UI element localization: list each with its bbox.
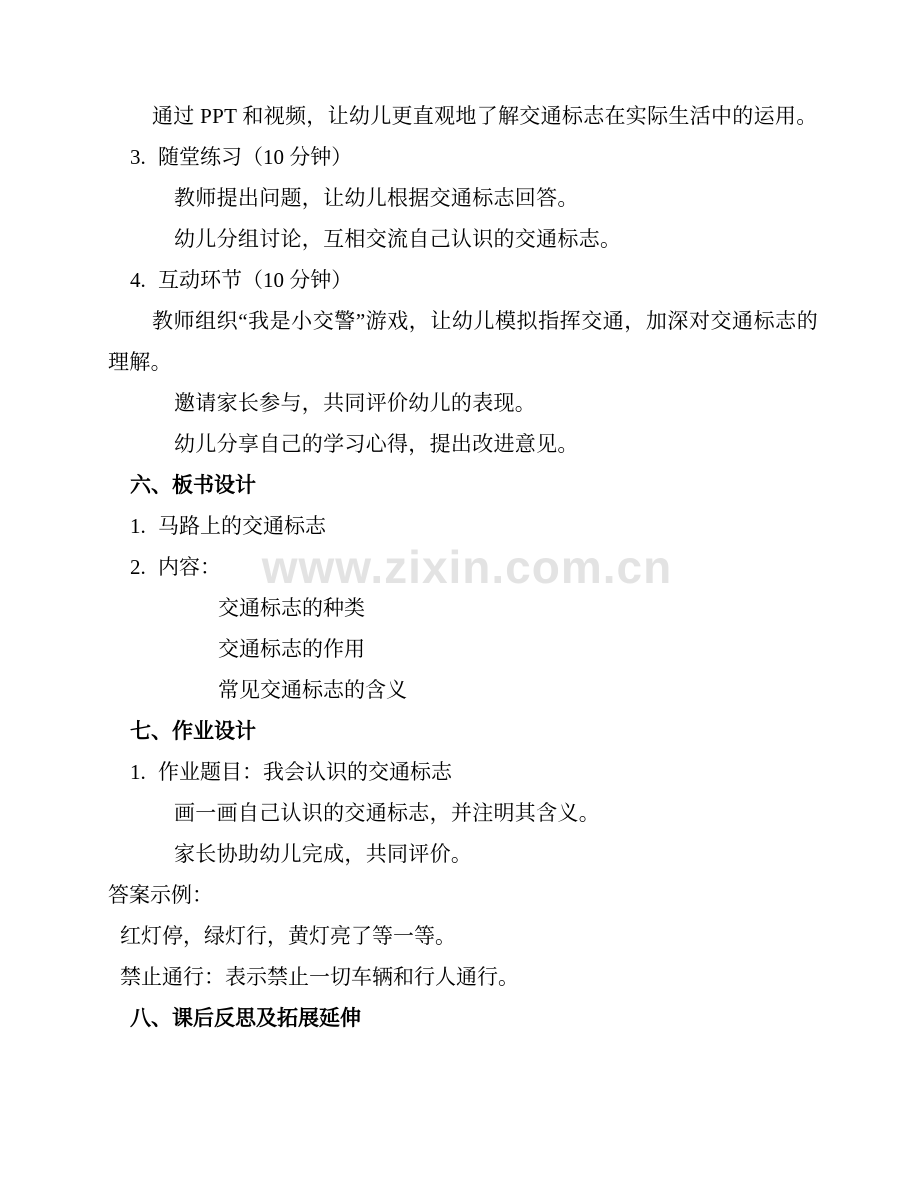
list-item-label: 马路上的交通标志: [158, 514, 326, 538]
list-item: [108, 547, 818, 588]
section-heading: 八、课后反思及拓展延伸: [130, 1007, 361, 1030]
watermark: www.zixin.com.cn: [261, 541, 673, 593]
list-item: [108, 752, 818, 793]
list-item: [108, 260, 818, 301]
list-item: [108, 506, 818, 547]
paragraph: 通过 PPT 和视频，让幼儿更直观地了解交通标志在实际生活中的运用。: [152, 104, 818, 128]
list-item-label: 随堂练习（10 分钟）: [158, 145, 353, 169]
answer-heading: 答案示例：: [108, 883, 213, 907]
list-item-number: 3.: [130, 145, 146, 169]
paragraph: 幼儿分享自己的学习心得，提出改进意见。: [174, 432, 579, 456]
paragraph: 教师提出问题，让幼儿根据交通标志回答。: [174, 186, 579, 210]
document-body: [108, 96, 818, 1039]
paragraph: 家长协助幼儿完成，共同评价。: [174, 842, 473, 866]
list-item-label: 互动环节（10 分钟）: [158, 268, 353, 292]
list-item: [108, 137, 818, 178]
list-item-label: 内容：: [158, 555, 221, 579]
sub-item: 常见交通标志的含义: [218, 678, 407, 702]
answer-line: 禁止通行：表示禁止一切车辆和行人通行。: [120, 965, 519, 989]
sub-item: 交通标志的种类: [218, 596, 365, 620]
answer-line: 红灯停，绿灯行，黄灯亮了等一等。: [120, 924, 456, 948]
list-item-label: 作业题目：我会认识的交通标志: [158, 760, 452, 784]
sub-item: 交通标志的作用: [218, 637, 365, 661]
list-item-number: 2.: [130, 555, 146, 579]
list-item-number: 1.: [130, 514, 146, 538]
section-heading: 六、板书设计: [130, 474, 256, 497]
list-item-number: 4.: [130, 268, 146, 292]
paragraph: 画一画自己认识的交通标志，并注明其含义。: [174, 801, 600, 825]
paragraph: 教师组织“我是小交警”游戏，让幼儿模拟指挥交通，加深对交通标志的理解。: [108, 309, 818, 374]
list-item-number: 1.: [130, 760, 146, 784]
paragraph: 邀请家长参与，共同评价幼儿的表现。: [174, 391, 537, 415]
section-heading: 七、作业设计: [130, 720, 256, 743]
paragraph: 幼儿分组讨论，互相交流自己认识的交通标志。: [174, 227, 622, 251]
